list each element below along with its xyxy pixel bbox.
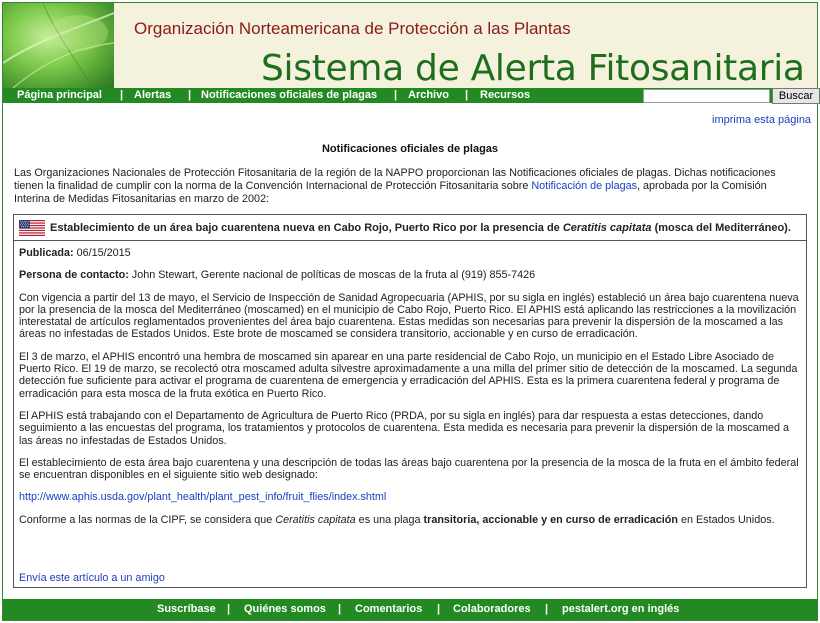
search-input[interactable]	[643, 89, 770, 103]
footer-english-site[interactable]: pestalert.org en inglés	[562, 603, 680, 615]
nav-resources[interactable]: Recursos	[480, 89, 531, 101]
page-title: Notificaciones oficiales de plagas	[321, 143, 499, 155]
print-page-link[interactable]: imprima esta página	[712, 114, 812, 126]
nav-home[interactable]: Página principal	[17, 89, 102, 101]
intro-text-end: , aprobada por la Comisión Interina de Medidas Fitosanitarias en marzo de 2002:	[14, 180, 767, 205]
url-line	[19, 491, 801, 503]
footer-separator: |	[545, 603, 549, 615]
intro-paragraph	[14, 167, 804, 206]
nav-separator: |	[120, 89, 124, 101]
published-line	[19, 247, 801, 259]
footer-separator: |	[437, 603, 441, 615]
nav-separator: |	[188, 89, 192, 101]
article-paragraph-4: El establecimiento de esta área bajo cuarentena y una descripción de todas las áreas bajo cuarentena por la presencia de la mosca de la fruta en el ámbito federal se encuentran disponibles en el siguiente sitio web designado:	[19, 456, 799, 482]
nav-separator: |	[465, 89, 469, 101]
nav-archive[interactable]: Archivo	[408, 89, 449, 101]
published-date: 06/15/2015	[76, 247, 131, 259]
article-box	[13, 214, 807, 588]
nav-official-notifications[interactable]: Notificaciones oficiales de plagas	[201, 89, 378, 101]
article-title-text: Establecimiento de un área bajo cuarentena nueva en Cabo Rojo, Puerto Rico por la presencia de	[50, 222, 563, 234]
article-paragraph-2: El 3 de marzo, el APHIS encontró una hembra de moscamed sin aparear en una parte residencial de Cabo Rojo, un municipio en el Estado Libre Asociado de Puerto Rico. El 19 de marzo, se recolectó otra moscamed adulta silvestre aproximadamente a una milla del primer sitio de detección de la moscamed. La segunda detección fue suficiente para activar el programa de cuarentena de emergencia y erradicación del APHIS. Esta es la primera cuarentena federal y programa de erradicación para esta mosca de la fruta exótica en Puerto Rico.	[19, 350, 798, 400]
published-label: Publicada:	[19, 247, 74, 259]
conclusion-paragraph	[19, 514, 801, 526]
article-paragraph-3: El APHIS está trabajando con el Departamento de Agricultura de Puerto Rico (PRDA, por su sigla en inglés) para dar respuesta a estas detecciones, dando seguimiento a las encuestas del programa, los tratamientos y protocolos de cuarentena. Esta medida es necesaria para prevenir la dispersión de la moscamed a las áreas no infestadas de Estados Unidos.	[19, 409, 790, 447]
us-flag-icon	[19, 220, 45, 236]
conclusion-text: Conforme a las normas de la CIPF, se considera que	[19, 513, 276, 526]
site-title: Sistema de Alerta Fitosanitaria	[261, 48, 805, 88]
contact-label: Persona de contacto:	[19, 269, 129, 282]
footer-separator: |	[227, 603, 231, 615]
footer-comments[interactable]: Comentarios	[355, 603, 423, 615]
article-title	[50, 222, 802, 234]
send-to-friend-link[interactable]: Envía este artículo a un amigo	[19, 572, 165, 584]
conclusion-end: en Estados Unidos.	[677, 513, 775, 526]
main-nav	[3, 88, 817, 103]
footer-about-us[interactable]: Quiénes somos	[244, 603, 326, 615]
conclusion-species: Ceratitis capitata	[275, 513, 356, 526]
conclusion-middle: es una plaga	[355, 513, 424, 526]
contact-line	[19, 269, 801, 281]
footer-collaborators[interactable]: Colaboradores	[453, 603, 531, 615]
article-title-end: (mosca del Mediterráneo).	[651, 222, 791, 234]
contact-value: John Stewart, Gerente nacional de políticas de moscas de la fruta al (919) 855-7426	[131, 269, 536, 282]
article-header	[14, 215, 806, 241]
nav-separator: |	[394, 89, 398, 101]
article-paragraph-1: Con vigencia a partir del 13 de mayo, el Servicio de Inspección de Sanidad Agropecuaria (APHIS, por su sigla en inglés) estableció un área bajo cuarentena nueva por la presencia de la mosca del Mediterráneo (moscamed) en el municipio de Cabo Rojo, Puerto Rico. El APHIS está aplicando las restricciones a la movilización interestatal de artículos reglamentados provenientes del área bajo cuarentena. Estas medidas son necesarias para prevenir la dispersión de la moscamed a las áreas no infestadas de Estados Unidos. Este brote de moscamed se considera transitorio, accionable y en curso de erradicación.	[19, 291, 799, 341]
aphis-url-link[interactable]: http://www.aphis.usda.gov/plant_health/plant_pest_info/fruit_flies/index.shtml	[19, 491, 387, 504]
footer-separator: |	[338, 603, 342, 615]
article-body	[19, 247, 801, 536]
conclusion-status: transitoria, accionable y en curso de erradicación	[423, 513, 678, 526]
intro-text: Las Organizaciones Nacionales de Protección Fitosanitaria de la región de la NAPPO proporcionan las Notificaciones oficiales de plagas. Dichas notificaciones tienen la finalidad de cumplir con la norma de la Convención Internacional de Protección Fitosanitaria sobre	[14, 167, 776, 192]
nav-alerts[interactable]: Alertas	[134, 89, 172, 101]
org-title: Organización Norteamericana de Protección a las Plantas	[134, 19, 571, 38]
footer-subscribe[interactable]: Suscríbase	[157, 603, 216, 615]
leaf-banner-image	[3, 3, 114, 88]
article-title-species: Ceratitis capitata	[562, 222, 652, 234]
search-button[interactable]: Buscar	[772, 88, 820, 104]
site-footer	[3, 599, 817, 620]
pest-notification-link[interactable]: Notificación de plagas	[531, 180, 637, 192]
site-header	[3, 3, 817, 88]
